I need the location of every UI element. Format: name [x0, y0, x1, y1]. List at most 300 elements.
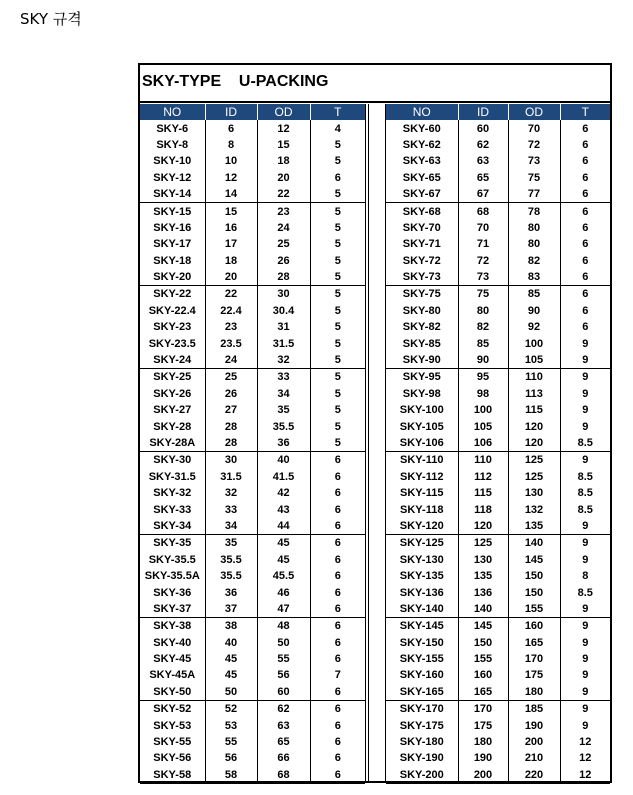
table-row — [386, 220, 610, 236]
cell-od: 33 — [257, 369, 310, 386]
cell-t: 9 — [560, 717, 610, 733]
cell-id: 25 — [205, 369, 257, 386]
table-row — [140, 186, 365, 203]
cell-no: SKY-130 — [399, 553, 444, 566]
cell-od: 70 — [508, 120, 560, 136]
cell-no: SKY-150 — [399, 636, 444, 649]
cell-t: 6 — [310, 635, 365, 651]
cell-no: SKY-26 — [153, 387, 192, 400]
column-header-id: ID — [458, 104, 508, 120]
cell-t: 9 — [560, 552, 610, 568]
cell-id: 180 — [458, 734, 508, 750]
cell-no: SKY-115 — [400, 487, 444, 500]
table-row — [140, 269, 365, 286]
cell-no: SKY-200 — [386, 767, 458, 784]
cell-no: SKY-90 — [386, 352, 458, 369]
cell-no: SKY-60 — [402, 122, 441, 135]
cell-id: 8 — [205, 137, 257, 153]
table-row — [386, 170, 610, 186]
cell-no: SKY-63 — [402, 155, 441, 168]
cell-id: 120 — [458, 518, 508, 535]
cell-no: SKY-6 — [156, 122, 189, 135]
cell-id: 125 — [458, 535, 508, 552]
cell-id: 200 — [458, 767, 508, 784]
cell-no: SKY-72 — [402, 254, 441, 267]
cell-id: 27 — [205, 402, 257, 418]
cell-id: 75 — [458, 286, 508, 303]
table-row — [386, 750, 610, 766]
cell-od: 35 — [257, 402, 310, 418]
cell-no: SKY-73 — [386, 269, 458, 286]
cell-t: 6 — [310, 717, 365, 733]
table-row — [386, 552, 610, 568]
table-row — [386, 684, 610, 701]
table-row — [140, 369, 365, 386]
cell-no: SKY-140 — [386, 601, 458, 618]
cell-no: SKY-62 — [402, 138, 441, 151]
cell-od: 68 — [257, 767, 310, 784]
cell-no: SKY-160 — [399, 669, 444, 682]
cell-od: 15 — [257, 137, 310, 153]
cell-od: 31.5 — [257, 335, 310, 351]
cell-id: 100 — [458, 402, 508, 418]
cell-id: 22 — [205, 286, 257, 303]
cell-od: 35.5 — [257, 418, 310, 434]
table-row — [386, 667, 610, 683]
cell-id: 82 — [458, 319, 508, 335]
cell-t: 9 — [560, 352, 610, 369]
cell-no: SKY-50 — [140, 684, 205, 701]
cell-no: SKY-20 — [140, 269, 205, 286]
cell-id: 85 — [458, 335, 508, 351]
cell-od: 85 — [508, 286, 560, 303]
cell-t: 6 — [560, 203, 610, 220]
table-row — [140, 651, 365, 667]
cell-t: 6 — [560, 120, 610, 136]
cell-t: 8.5 — [560, 435, 610, 452]
table-row — [140, 402, 365, 418]
table-row — [140, 701, 365, 718]
cell-t: 6 — [310, 618, 365, 635]
cell-no: SKY-110 — [400, 454, 444, 467]
cell-t: 8.5 — [560, 469, 610, 485]
table-row — [386, 618, 610, 635]
cell-od: 44 — [257, 518, 310, 535]
spec-table-left — [140, 104, 365, 784]
cell-no: SKY-118 — [400, 503, 444, 516]
cell-no: SKY-53 — [153, 719, 192, 732]
column-header-no: NO — [140, 104, 205, 120]
table-row — [386, 253, 610, 269]
cell-od: 12 — [257, 120, 310, 136]
cell-od: 72 — [508, 137, 560, 153]
table-row — [386, 717, 610, 733]
cell-t: 9 — [560, 386, 610, 402]
cell-t: 5 — [310, 352, 365, 369]
cell-id: 24 — [205, 352, 257, 369]
cell-no: SKY-70 — [402, 221, 441, 234]
cell-t: 9 — [560, 684, 610, 701]
table-row — [140, 386, 365, 402]
cell-od: 120 — [508, 435, 560, 452]
table-row — [386, 203, 610, 220]
cell-t: 5 — [310, 203, 365, 220]
cell-no: SKY-40 — [153, 636, 192, 649]
cell-id: 32 — [205, 485, 257, 501]
cell-t: 6 — [310, 767, 365, 784]
cell-t: 4 — [310, 120, 365, 136]
cell-no: SKY-155 — [399, 653, 444, 666]
cell-od: 73 — [508, 153, 560, 169]
table-row — [140, 319, 365, 335]
cell-no: SKY-23 — [153, 321, 192, 334]
cell-no: SKY-120 — [386, 518, 458, 535]
cell-t: 6 — [310, 535, 365, 552]
cell-id: 53 — [205, 717, 257, 733]
cell-t: 6 — [560, 137, 610, 153]
table-row — [386, 568, 610, 584]
cell-t: 9 — [560, 452, 610, 469]
cell-t: 9 — [560, 701, 610, 718]
cell-t: 5 — [310, 386, 365, 402]
cell-no: SKY-68 — [402, 205, 441, 218]
cell-id: 110 — [458, 452, 508, 469]
table-row — [140, 717, 365, 733]
cell-id: 35 — [205, 535, 257, 552]
cell-od: 41.5 — [257, 469, 310, 485]
cell-t: 6 — [310, 651, 365, 667]
table-row — [140, 618, 365, 635]
table-row — [140, 584, 365, 600]
cell-no: SKY-75 — [402, 288, 441, 301]
cell-id: 150 — [458, 635, 508, 651]
cell-t: 5 — [310, 319, 365, 335]
cell-id: 45 — [205, 651, 257, 667]
table-row — [386, 120, 610, 136]
cell-t: 6 — [310, 568, 365, 584]
cell-no: SKY-28 — [153, 420, 192, 433]
cell-id: 14 — [205, 186, 257, 203]
cell-t: 5 — [310, 369, 365, 386]
cell-t: 6 — [310, 170, 365, 186]
cell-t: 6 — [310, 501, 365, 517]
table-row — [386, 369, 610, 386]
column-header-t: T — [560, 104, 610, 120]
cell-id: 72 — [458, 253, 508, 269]
table-row — [140, 137, 365, 153]
cell-id: 145 — [458, 618, 508, 635]
cell-t: 6 — [310, 601, 365, 618]
table-row — [140, 469, 365, 485]
cell-id: 98 — [458, 386, 508, 402]
cell-od: 24 — [257, 220, 310, 236]
table-row — [140, 767, 365, 784]
cell-id: 20 — [205, 269, 257, 286]
cell-no: SKY-112 — [400, 470, 444, 483]
cell-id: 155 — [458, 651, 508, 667]
cell-t: 12 — [560, 734, 610, 750]
cell-od: 60 — [257, 684, 310, 701]
table-row — [386, 734, 610, 750]
cell-id: 22.4 — [205, 303, 257, 319]
cell-id: 15 — [205, 203, 257, 220]
cell-od: 92 — [508, 319, 560, 335]
table-row — [140, 501, 365, 517]
cell-no: SKY-105 — [399, 420, 444, 433]
cell-od: 28 — [257, 269, 310, 286]
cell-id: 95 — [458, 369, 508, 386]
cell-no: SKY-45 — [153, 653, 192, 666]
cell-od: 140 — [508, 535, 560, 552]
cell-no: SKY-34 — [140, 518, 205, 535]
cell-t: 8.5 — [560, 584, 610, 600]
cell-id: 23.5 — [205, 335, 257, 351]
table-row — [140, 552, 365, 568]
cell-od: 105 — [508, 352, 560, 369]
cell-od: 83 — [508, 269, 560, 286]
cell-od: 45 — [257, 535, 310, 552]
cell-od: 34 — [257, 386, 310, 402]
cell-t: 5 — [310, 269, 365, 286]
table-row — [386, 535, 610, 552]
cell-od: 125 — [508, 469, 560, 485]
cell-od: 90 — [508, 303, 560, 319]
table-row — [140, 335, 365, 351]
table-row — [140, 518, 365, 535]
cell-od: 113 — [508, 386, 560, 402]
cell-id: 65 — [458, 170, 508, 186]
cell-od: 82 — [508, 253, 560, 269]
cell-id: 71 — [458, 236, 508, 252]
cell-t: 12 — [560, 750, 610, 766]
table-row — [386, 236, 610, 252]
cell-no: SKY-37 — [140, 601, 205, 618]
cell-no: SKY-18 — [153, 254, 192, 267]
table-row — [386, 701, 610, 718]
cell-t: 6 — [560, 186, 610, 203]
cell-id: 56 — [205, 750, 257, 766]
cell-t: 9 — [560, 618, 610, 635]
cell-no: SKY-80 — [402, 304, 441, 317]
cell-no: SKY-165 — [386, 684, 458, 701]
column-header-od: OD — [508, 104, 560, 120]
table-row — [386, 303, 610, 319]
cell-id: 175 — [458, 717, 508, 733]
cell-no: SKY-71 — [402, 238, 441, 251]
column-header-t: T — [310, 104, 365, 120]
cell-id: 115 — [458, 485, 508, 501]
cell-no: SKY-17 — [153, 238, 192, 251]
cell-od: 77 — [508, 186, 560, 203]
cell-no: SKY-32 — [153, 487, 192, 500]
table-row — [386, 469, 610, 485]
cell-t: 6 — [560, 253, 610, 269]
cell-no: SKY-10 — [153, 155, 192, 168]
cell-no: SKY-33 — [153, 503, 192, 516]
cell-no: SKY-35 — [153, 537, 192, 550]
cell-no: SKY-190 — [399, 752, 444, 765]
cell-od: 150 — [508, 568, 560, 584]
cell-od: 22 — [257, 186, 310, 203]
cell-id: 6 — [205, 120, 257, 136]
cell-no: SKY-14 — [140, 186, 205, 203]
cell-t: 6 — [560, 220, 610, 236]
cell-id: 50 — [205, 684, 257, 701]
table-row — [140, 750, 365, 766]
cell-od: 78 — [508, 203, 560, 220]
cell-od: 75 — [508, 170, 560, 186]
table-separator-line — [365, 104, 366, 781]
column-header-od: OD — [257, 104, 310, 120]
cell-t: 8.5 — [560, 501, 610, 517]
table-row — [386, 435, 610, 452]
cell-od: 40 — [257, 452, 310, 469]
cell-t: 9 — [560, 518, 610, 535]
table-title: SKY-TYPE U-PACKING — [142, 73, 329, 90]
cell-od: 45.5 — [257, 568, 310, 584]
cell-t: 12 — [560, 767, 610, 784]
cell-t: 5 — [310, 335, 365, 351]
table-row — [140, 418, 365, 434]
cell-t: 6 — [310, 552, 365, 568]
cell-id: 38 — [205, 618, 257, 635]
table-row — [386, 286, 610, 303]
cell-no: SKY-106 — [386, 435, 458, 452]
cell-id: 52 — [205, 701, 257, 718]
page-title: SKY 규격 — [20, 10, 82, 28]
cell-od: 62 — [257, 701, 310, 718]
cell-id: 160 — [458, 667, 508, 683]
cell-id: 37 — [205, 601, 257, 618]
cell-id: 140 — [458, 601, 508, 618]
cell-id: 55 — [205, 734, 257, 750]
table-row — [386, 452, 610, 469]
cell-no: SKY-22 — [153, 288, 192, 301]
cell-t: 9 — [560, 335, 610, 351]
cell-id: 165 — [458, 684, 508, 701]
table-row — [386, 137, 610, 153]
cell-id: 10 — [205, 153, 257, 169]
table-row — [386, 153, 610, 169]
cell-id: 90 — [458, 352, 508, 369]
table-row — [386, 186, 610, 203]
table-row — [386, 601, 610, 618]
cell-t: 5 — [310, 286, 365, 303]
cell-t: 6 — [560, 269, 610, 286]
cell-no: SKY-136 — [399, 586, 444, 599]
cell-od: 36 — [257, 435, 310, 452]
cell-no: SKY-85 — [402, 337, 441, 350]
table-row — [140, 667, 365, 683]
table-row — [386, 518, 610, 535]
cell-no: SKY-45A — [149, 669, 196, 682]
cell-od: 50 — [257, 635, 310, 651]
cell-t: 8.5 — [560, 485, 610, 501]
cell-od: 115 — [508, 402, 560, 418]
cell-no: SKY-82 — [402, 321, 441, 334]
cell-id: 68 — [458, 203, 508, 220]
table-row — [140, 684, 365, 701]
cell-no: SKY-35.5 — [148, 553, 196, 566]
cell-od: 56 — [257, 667, 310, 683]
cell-od: 80 — [508, 220, 560, 236]
cell-t: 5 — [310, 220, 365, 236]
cell-no: SKY-36 — [153, 586, 192, 599]
cell-t: 5 — [310, 435, 365, 452]
cell-od: 160 — [508, 618, 560, 635]
cell-od: 45 — [257, 552, 310, 568]
table-row — [386, 651, 610, 667]
cell-id: 80 — [458, 303, 508, 319]
cell-t: 9 — [560, 667, 610, 683]
cell-od: 120 — [508, 418, 560, 434]
cell-od: 30.4 — [257, 303, 310, 319]
table-row — [386, 635, 610, 651]
cell-id: 135 — [458, 568, 508, 584]
cell-t: 9 — [560, 369, 610, 386]
cell-od: 135 — [508, 518, 560, 535]
table-row — [140, 568, 365, 584]
cell-od: 165 — [508, 635, 560, 651]
cell-od: 66 — [257, 750, 310, 766]
cell-id: 63 — [458, 153, 508, 169]
table-row — [386, 418, 610, 434]
cell-t: 9 — [560, 535, 610, 552]
table-row — [140, 452, 365, 469]
cell-od: 46 — [257, 584, 310, 600]
cell-no: SKY-67 — [386, 186, 458, 203]
cell-od: 145 — [508, 552, 560, 568]
cell-t: 6 — [310, 734, 365, 750]
cell-od: 200 — [508, 734, 560, 750]
cell-id: 17 — [205, 236, 257, 252]
cell-t: 6 — [310, 485, 365, 501]
cell-t: 9 — [560, 402, 610, 418]
table-row — [386, 269, 610, 286]
cell-od: 80 — [508, 236, 560, 252]
cell-od: 31 — [257, 319, 310, 335]
table-row — [140, 734, 365, 750]
cell-t: 5 — [310, 418, 365, 434]
table-row — [386, 352, 610, 369]
cell-id: 190 — [458, 750, 508, 766]
cell-id: 23 — [205, 319, 257, 335]
table-row — [386, 386, 610, 402]
cell-id: 35.5 — [205, 568, 257, 584]
cell-id: 36 — [205, 584, 257, 600]
cell-od: 43 — [257, 501, 310, 517]
cell-t: 9 — [560, 601, 610, 618]
cell-no: SKY-58 — [140, 767, 205, 784]
cell-od: 100 — [508, 335, 560, 351]
cell-id: 118 — [458, 501, 508, 517]
cell-no: SKY-15 — [153, 205, 192, 218]
cell-id: 12 — [205, 170, 257, 186]
cell-id: 170 — [458, 701, 508, 718]
cell-od: 47 — [257, 601, 310, 618]
cell-id: 60 — [458, 120, 508, 136]
cell-id: 105 — [458, 418, 508, 434]
cell-id: 18 — [205, 253, 257, 269]
cell-no: SKY-145 — [399, 620, 444, 633]
cell-t: 6 — [310, 750, 365, 766]
table-row — [140, 485, 365, 501]
cell-t: 5 — [310, 253, 365, 269]
table-row — [140, 352, 365, 369]
cell-id: 28 — [205, 435, 257, 452]
cell-od: 155 — [508, 601, 560, 618]
cell-od: 180 — [508, 684, 560, 701]
